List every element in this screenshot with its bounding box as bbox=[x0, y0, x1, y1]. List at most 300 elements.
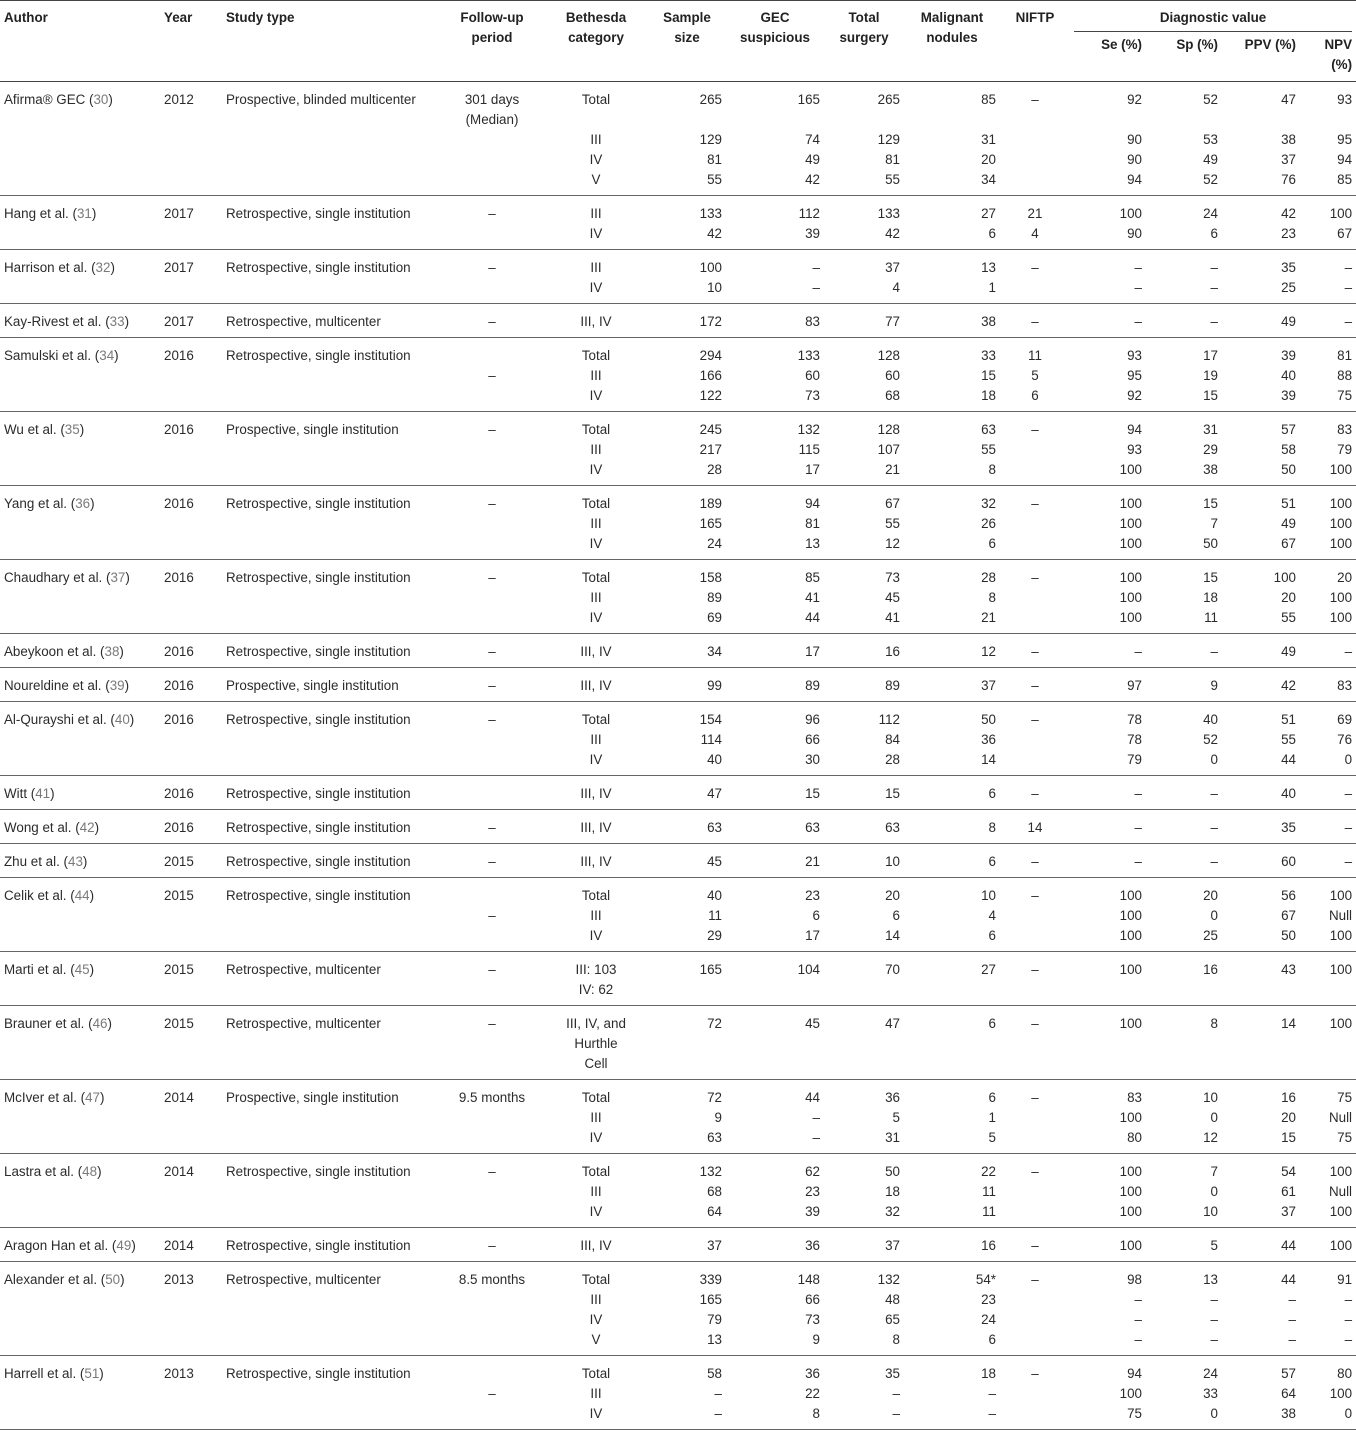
sp-value: 15 bbox=[1203, 570, 1218, 585]
gec-suspicious: 44 bbox=[805, 1090, 820, 1105]
gec-suspicious: 89 bbox=[805, 678, 820, 693]
sample-size: 165 bbox=[699, 516, 722, 531]
niftp-cell: – bbox=[1031, 644, 1039, 659]
follow-up-cell: 8.5 months bbox=[458, 1272, 526, 1287]
study-group bbox=[0, 952, 1356, 1006]
bethesda-category: IV bbox=[589, 462, 603, 477]
sample-size: 28 bbox=[707, 462, 722, 477]
sp-value: 7 bbox=[1210, 516, 1218, 531]
author-name: McIver et al. ( bbox=[4, 1090, 86, 1105]
author-cell: Samulski et al. (34) bbox=[4, 348, 119, 363]
follow-up-cell: – bbox=[488, 1386, 496, 1401]
ppv-value: 39 bbox=[1281, 388, 1296, 403]
ppv-value: 51 bbox=[1281, 712, 1296, 727]
se-value: 95 bbox=[1127, 368, 1142, 383]
author-name: Celik et al. ( bbox=[4, 888, 75, 903]
se-value: 100 bbox=[1119, 888, 1142, 903]
total-surgery: 112 bbox=[878, 712, 900, 727]
reference-link: 41 bbox=[35, 786, 51, 801]
follow-up-cell bbox=[440, 1182, 544, 1202]
sp-value: 0 bbox=[1210, 1110, 1218, 1125]
sample-size: 45 bbox=[707, 854, 722, 869]
year-cell bbox=[160, 386, 222, 412]
bethesda-category: Total bbox=[581, 496, 611, 511]
col-malignant: Malignant nodules bbox=[904, 1, 1000, 82]
author-name: Kay-Rivest et al. ( bbox=[4, 314, 110, 329]
se-value: 97 bbox=[1127, 678, 1142, 693]
sample-size: 132 bbox=[699, 1164, 722, 1179]
total-surgery: 18 bbox=[885, 1184, 900, 1199]
malignant-nodules: 38 bbox=[981, 314, 996, 329]
niftp-cell bbox=[1000, 150, 1070, 170]
gec-suspicious: 17 bbox=[805, 462, 820, 477]
study-type-cell: Retrospective, single institution bbox=[226, 820, 411, 835]
npv-value: 100 bbox=[1329, 516, 1353, 531]
ppv-value: 44 bbox=[1281, 1238, 1296, 1253]
year-cell: 2014 bbox=[164, 1238, 194, 1253]
gec-suspicious: 165 bbox=[797, 92, 820, 107]
year-cell bbox=[160, 224, 222, 250]
ppv-value: 38 bbox=[1281, 1406, 1296, 1421]
niftp-cell bbox=[1000, 608, 1070, 634]
author-cell bbox=[0, 608, 160, 634]
author-cell: Witt (41) bbox=[4, 786, 55, 801]
total-surgery: 42 bbox=[885, 226, 900, 241]
sp-value: 24 bbox=[1203, 206, 1218, 221]
sample-size: 100 bbox=[699, 260, 722, 275]
malignant-nodules: 13 bbox=[981, 260, 996, 275]
author-name: Abeykoon et al. ( bbox=[4, 644, 105, 659]
sp-value: 38 bbox=[1203, 462, 1218, 477]
malignant-nodules: 10 bbox=[981, 888, 996, 903]
follow-up-cell: – bbox=[488, 570, 496, 585]
bethesda-category: Total bbox=[581, 1164, 611, 1179]
author-cell bbox=[0, 386, 160, 412]
npv-value: 0 bbox=[1344, 1406, 1353, 1421]
author-cell: Marti et al. (45) bbox=[4, 962, 95, 977]
gec-suspicious: 13 bbox=[805, 536, 820, 551]
total-surgery: 84 bbox=[885, 732, 900, 747]
sample-size: 154 bbox=[699, 712, 722, 727]
col-sp: Sp (%) bbox=[1176, 37, 1218, 52]
malignant-nodules: 12 bbox=[981, 644, 996, 659]
reference-link: 40 bbox=[114, 712, 130, 727]
sp-value: 15 bbox=[1203, 496, 1218, 511]
study-type-cell bbox=[222, 926, 440, 952]
author-cell bbox=[0, 1310, 160, 1330]
se-value: 100 bbox=[1119, 962, 1142, 977]
bethesda-category: IV bbox=[589, 610, 603, 625]
bethesda-category: Total bbox=[581, 1366, 611, 1381]
author-name: Zhu et al. ( bbox=[4, 854, 69, 869]
year-cell bbox=[160, 608, 222, 634]
follow-up-cell: – bbox=[488, 314, 496, 329]
follow-up-cell bbox=[440, 514, 544, 534]
reference-link: 44 bbox=[74, 888, 90, 903]
ppv-value: 20 bbox=[1281, 1110, 1296, 1125]
niftp-cell bbox=[1000, 1128, 1070, 1154]
author-cell: Zhu et al. (43) bbox=[4, 854, 88, 869]
se-value: 100 bbox=[1119, 206, 1142, 221]
follow-up-cell: – bbox=[488, 962, 496, 977]
se-value: – bbox=[1134, 1292, 1142, 1307]
ppv-value: 67 bbox=[1281, 908, 1296, 923]
author-name: Hang et al. ( bbox=[4, 206, 77, 221]
col-sample-size: Sample size bbox=[648, 1, 726, 82]
se-value: 78 bbox=[1127, 712, 1142, 727]
year-cell: 2014 bbox=[164, 1164, 194, 1179]
sp-value: 29 bbox=[1203, 442, 1218, 457]
author-cell bbox=[0, 1182, 160, 1202]
npv-value: 91 bbox=[1337, 1272, 1353, 1287]
reference-link: 31 bbox=[76, 206, 92, 221]
study-group bbox=[0, 1154, 1356, 1228]
se-value: 80 bbox=[1127, 1130, 1142, 1145]
table-row bbox=[0, 1006, 1356, 1080]
follow-up-cell bbox=[440, 1108, 544, 1128]
ppv-value: 37 bbox=[1281, 152, 1296, 167]
sample-size: 40 bbox=[707, 888, 722, 903]
malignant-nodules: 36 bbox=[981, 732, 996, 747]
total-surgery: 133 bbox=[877, 206, 900, 221]
npv-value: 67 bbox=[1337, 226, 1353, 241]
malignant-nodules: 6 bbox=[988, 1332, 996, 1347]
sp-value: 33 bbox=[1203, 1386, 1218, 1401]
follow-up-cell bbox=[440, 1356, 544, 1385]
total-surgery: 12 bbox=[885, 536, 900, 551]
ppv-value: 64 bbox=[1281, 1386, 1296, 1401]
total-surgery: 55 bbox=[885, 172, 900, 187]
gec-suspicious: 73 bbox=[805, 388, 820, 403]
gec-suspicious: 66 bbox=[805, 1292, 820, 1307]
npv-value: 69 bbox=[1337, 712, 1353, 727]
author-cell: Celik et al. (44) bbox=[4, 888, 95, 903]
ppv-value: 15 bbox=[1281, 1130, 1296, 1145]
ppv-value: 38 bbox=[1281, 132, 1296, 147]
total-surgery: – bbox=[892, 1406, 900, 1421]
col-ppv: PPV (%) bbox=[1244, 37, 1296, 52]
sample-size: 13 bbox=[707, 1332, 722, 1347]
se-value: 100 bbox=[1119, 1164, 1142, 1179]
total-surgery: 67 bbox=[885, 496, 900, 511]
sample-size: 265 bbox=[699, 92, 722, 107]
table-row bbox=[0, 278, 1356, 304]
follow-up-cell bbox=[440, 150, 544, 170]
follow-up-cell: 301 days (Median) bbox=[464, 92, 520, 127]
malignant-nodules: 1 bbox=[988, 1110, 996, 1125]
niftp-cell: 21 bbox=[1027, 206, 1043, 221]
npv-value: 83 bbox=[1337, 422, 1353, 437]
follow-up-cell bbox=[440, 224, 544, 250]
gec-suspicious: 62 bbox=[805, 1164, 820, 1179]
total-surgery: 60 bbox=[885, 368, 900, 383]
se-value: 100 bbox=[1119, 536, 1142, 551]
npv-value: 100 bbox=[1329, 888, 1353, 903]
bethesda-category: IV bbox=[589, 536, 603, 551]
reference-link: 37 bbox=[110, 570, 126, 585]
malignant-nodules: 63 bbox=[981, 422, 996, 437]
ppv-value: 57 bbox=[1281, 422, 1296, 437]
follow-up-cell bbox=[440, 926, 544, 952]
niftp-cell: – bbox=[1031, 712, 1039, 727]
bethesda-category: III bbox=[590, 1292, 602, 1307]
npv-value: 88 bbox=[1337, 368, 1353, 383]
niftp-cell bbox=[1000, 514, 1070, 534]
npv-value: 0 bbox=[1344, 752, 1353, 767]
niftp-cell: – bbox=[1031, 1238, 1039, 1253]
total-surgery: 63 bbox=[885, 820, 900, 835]
sp-value: 15 bbox=[1203, 388, 1218, 403]
year-cell: 2016 bbox=[164, 678, 194, 693]
study-type-cell: Retrospective, multicenter bbox=[226, 1016, 381, 1031]
malignant-nodules: 34 bbox=[981, 172, 996, 187]
niftp-cell bbox=[1000, 130, 1070, 150]
sp-value: 0 bbox=[1210, 1184, 1218, 1199]
gec-suspicious: 9 bbox=[812, 1332, 820, 1347]
table-row bbox=[0, 224, 1356, 250]
follow-up-cell: – bbox=[488, 368, 496, 383]
npv-value: – bbox=[1344, 1332, 1353, 1347]
author-name: Wong et al. ( bbox=[4, 820, 80, 835]
study-type-cell: Prospective, single institution bbox=[226, 1090, 399, 1105]
study-type-cell bbox=[222, 440, 440, 460]
study-group bbox=[0, 560, 1356, 634]
author-cell bbox=[0, 278, 160, 304]
author-cell bbox=[0, 514, 160, 534]
gec-suspicious: 39 bbox=[805, 226, 820, 241]
year-cell bbox=[160, 1404, 222, 1430]
total-surgery: 10 bbox=[885, 854, 900, 869]
total-surgery: 5 bbox=[892, 1110, 900, 1125]
year-cell: 2013 bbox=[164, 1366, 194, 1381]
se-value: – bbox=[1134, 854, 1142, 869]
reference-link: 47 bbox=[85, 1090, 101, 1105]
gec-suspicious: 83 bbox=[805, 314, 820, 329]
follow-up-cell bbox=[440, 588, 544, 608]
total-surgery: 16 bbox=[885, 644, 900, 659]
sp-value: 40 bbox=[1203, 712, 1218, 727]
ppv-value: 51 bbox=[1281, 496, 1296, 511]
study-group bbox=[0, 82, 1356, 196]
npv-value: 100 bbox=[1329, 610, 1353, 625]
ppv-value: 67 bbox=[1281, 536, 1296, 551]
follow-up-cell bbox=[440, 460, 544, 486]
ppv-value: 100 bbox=[1273, 570, 1296, 585]
gec-suspicious: 41 bbox=[805, 590, 820, 605]
bethesda-category: V bbox=[591, 1332, 601, 1347]
total-surgery: 45 bbox=[885, 590, 900, 605]
npv-value: 80 bbox=[1337, 1366, 1353, 1381]
sample-size: 63 bbox=[707, 820, 722, 835]
col-se: Se (%) bbox=[1101, 37, 1142, 52]
bethesda-category: III, IV bbox=[580, 314, 612, 329]
table-header bbox=[0, 1, 1356, 82]
npv-value: – bbox=[1344, 280, 1353, 295]
total-surgery: 6 bbox=[892, 908, 900, 923]
se-value: 93 bbox=[1127, 442, 1142, 457]
malignant-nodules: 6 bbox=[988, 854, 996, 869]
year-cell: 2016 bbox=[164, 712, 194, 727]
follow-up-cell: – bbox=[488, 644, 496, 659]
malignant-nodules: 20 bbox=[981, 152, 996, 167]
sp-value: 0 bbox=[1210, 908, 1218, 923]
follow-up-cell: – bbox=[488, 678, 496, 693]
se-value: – bbox=[1134, 260, 1142, 275]
npv-value: 100 bbox=[1329, 962, 1353, 977]
npv-value: 20 bbox=[1337, 570, 1353, 585]
malignant-nodules: 8 bbox=[988, 462, 996, 477]
study-type-cell: Retrospective, single institution bbox=[226, 1164, 411, 1179]
table-row bbox=[0, 250, 1356, 279]
table-row bbox=[0, 82, 1356, 131]
follow-up-cell bbox=[440, 878, 544, 907]
niftp-cell bbox=[1000, 170, 1070, 196]
author-cell: Aragon Han et al. (49) bbox=[4, 1238, 136, 1253]
year-cell bbox=[160, 278, 222, 304]
gec-suspicious: 17 bbox=[805, 928, 820, 943]
study-type-cell bbox=[222, 150, 440, 170]
year-cell: 2016 bbox=[164, 496, 194, 511]
ppv-value: 55 bbox=[1281, 610, 1296, 625]
bethesda-category: Total bbox=[581, 92, 611, 107]
year-cell bbox=[160, 588, 222, 608]
ppv-value: 61 bbox=[1281, 1184, 1296, 1199]
gec-suspicious: 85 bbox=[805, 570, 820, 585]
study-type-cell: Retrospective, single institution bbox=[226, 712, 411, 727]
ppv-value: – bbox=[1288, 1332, 1296, 1347]
gec-suspicious: 23 bbox=[805, 888, 820, 903]
follow-up-cell: – bbox=[488, 854, 496, 869]
table-row bbox=[0, 1108, 1356, 1128]
npv-value: – bbox=[1344, 854, 1353, 869]
niftp-cell: 5 bbox=[1031, 368, 1039, 383]
gec-suspicious: 22 bbox=[805, 1386, 820, 1401]
author-cell bbox=[0, 150, 160, 170]
study-type-cell bbox=[222, 750, 440, 776]
npv-value: – bbox=[1344, 1312, 1353, 1327]
study-type-cell bbox=[222, 1290, 440, 1310]
malignant-nodules: 31 bbox=[981, 132, 996, 147]
malignant-nodules: 5 bbox=[988, 1130, 996, 1145]
follow-up-cell bbox=[440, 278, 544, 304]
npv-value: 100 bbox=[1329, 590, 1353, 605]
ppv-value: 37 bbox=[1281, 1204, 1296, 1219]
sample-size: 69 bbox=[707, 610, 722, 625]
author-cell bbox=[0, 1290, 160, 1310]
niftp-cell bbox=[1000, 926, 1070, 952]
npv-value: 85 bbox=[1337, 172, 1353, 187]
reference-link: 43 bbox=[68, 854, 83, 869]
author-cell bbox=[0, 906, 160, 926]
malignant-nodules: 8 bbox=[988, 590, 996, 605]
total-surgery: 55 bbox=[885, 516, 900, 531]
ppv-value: 49 bbox=[1281, 644, 1296, 659]
table-row bbox=[0, 196, 1356, 225]
study-group bbox=[0, 702, 1356, 776]
npv-value: 75 bbox=[1337, 388, 1353, 403]
study-type-cell bbox=[222, 514, 440, 534]
niftp-cell: – bbox=[1031, 422, 1039, 437]
malignant-nodules: 33 bbox=[981, 348, 996, 363]
table-row bbox=[0, 668, 1356, 702]
study-type-cell: Prospective, blinded multicenter bbox=[226, 92, 416, 107]
follow-up-cell bbox=[440, 534, 544, 560]
se-value: 92 bbox=[1127, 92, 1142, 107]
reference-link: 34 bbox=[99, 348, 115, 363]
follow-up-cell: 9.5 months bbox=[458, 1090, 526, 1105]
year-cell bbox=[160, 730, 222, 750]
sp-value: 25 bbox=[1203, 928, 1218, 943]
niftp-cell: – bbox=[1031, 1016, 1039, 1031]
study-type-cell: Retrospective, single institution bbox=[226, 348, 411, 363]
niftp-cell: – bbox=[1031, 496, 1039, 511]
table-row bbox=[0, 608, 1356, 634]
follow-up-cell: – bbox=[488, 422, 496, 437]
author-name: Chaudhary et al. ( bbox=[4, 570, 111, 585]
sample-size: 339 bbox=[699, 1272, 722, 1287]
study-group bbox=[0, 1356, 1356, 1430]
gec-suspicious: 73 bbox=[805, 1312, 820, 1327]
study-group bbox=[0, 250, 1356, 304]
malignant-nodules: 50 bbox=[981, 712, 996, 727]
follow-up-cell bbox=[440, 1128, 544, 1154]
author-name: Harrison et al. ( bbox=[4, 260, 96, 275]
sp-value: 52 bbox=[1203, 92, 1218, 107]
bethesda-category: IV bbox=[589, 928, 603, 943]
se-value: 100 bbox=[1119, 1386, 1142, 1401]
follow-up-cell: – bbox=[488, 1238, 496, 1253]
follow-up-cell bbox=[440, 130, 544, 150]
table-row bbox=[0, 1290, 1356, 1310]
niftp-cell: – bbox=[1031, 570, 1039, 585]
npv-value: 100 bbox=[1329, 536, 1353, 551]
author-cell: Afirma® GEC (30) bbox=[4, 92, 113, 107]
gec-suspicious: – bbox=[812, 260, 820, 275]
ppv-value: 58 bbox=[1281, 442, 1296, 457]
sample-size: 63 bbox=[707, 1130, 722, 1145]
total-surgery: 41 bbox=[885, 610, 900, 625]
author-cell bbox=[0, 1384, 160, 1404]
niftp-cell: – bbox=[1031, 1366, 1039, 1381]
follow-up-cell bbox=[440, 608, 544, 634]
sample-size: 29 bbox=[707, 928, 722, 943]
se-value: 83 bbox=[1127, 1090, 1142, 1105]
se-value: 98 bbox=[1127, 1272, 1142, 1287]
study-group bbox=[0, 776, 1356, 810]
table-row bbox=[0, 926, 1356, 952]
table-row bbox=[0, 514, 1356, 534]
bethesda-category: IV bbox=[589, 1312, 603, 1327]
niftp-cell: – bbox=[1031, 786, 1039, 801]
sample-size: 47 bbox=[707, 786, 722, 801]
study-group bbox=[0, 338, 1356, 412]
sample-size: 129 bbox=[699, 132, 722, 147]
niftp-cell: – bbox=[1031, 260, 1039, 275]
bethesda-category: III, IV bbox=[580, 854, 612, 869]
se-value: 100 bbox=[1119, 1016, 1142, 1031]
gec-suspicious: 66 bbox=[805, 732, 820, 747]
malignant-nodules: 18 bbox=[981, 1366, 996, 1381]
author-cell bbox=[0, 440, 160, 460]
se-value: 100 bbox=[1119, 908, 1142, 923]
sample-size: 122 bbox=[699, 388, 722, 403]
npv-value: 93 bbox=[1337, 92, 1353, 107]
gec-suspicious: 74 bbox=[805, 132, 820, 147]
sample-size: 55 bbox=[707, 172, 722, 187]
follow-up-cell bbox=[440, 1202, 544, 1228]
npv-value: 76 bbox=[1337, 732, 1353, 747]
bethesda-category: III bbox=[590, 908, 602, 923]
